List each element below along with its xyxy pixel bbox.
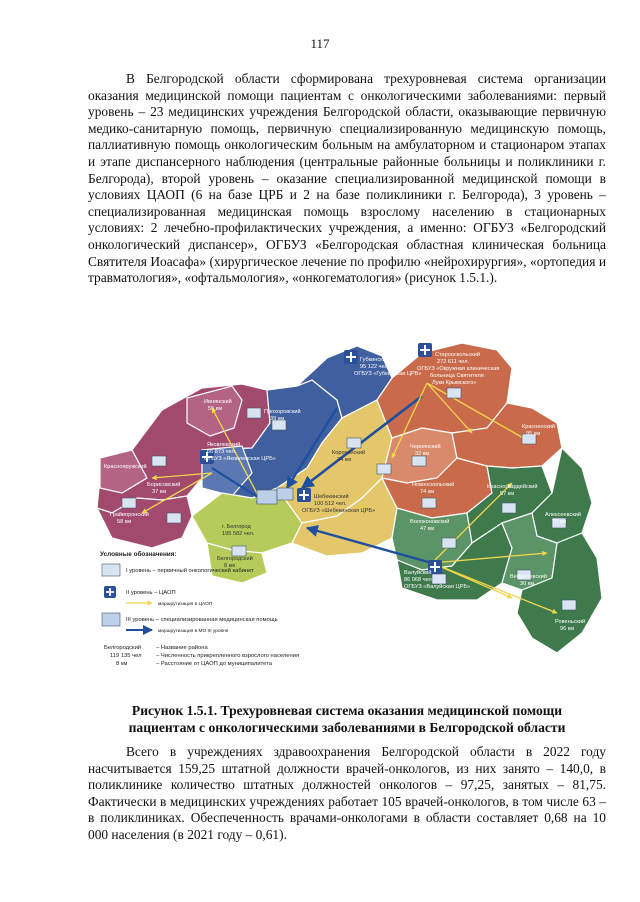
label-stary-oskol: Старооскольский <box>435 352 480 358</box>
page-number: 117 <box>310 36 330 51</box>
dist-belgorodsky: 8 км <box>224 563 235 569</box>
label-novy-oskol: Новооскольский <box>412 482 455 488</box>
dist-krasnoe: 95 км <box>526 431 541 437</box>
legend-title: Условные обозначения: <box>100 551 177 558</box>
label-yakovlev: Яковлевский <box>207 442 241 448</box>
hosp-stary-oskol-3: Луки Крымского» <box>432 380 477 386</box>
pop-yakovlev: 66 873 чел. <box>207 449 237 455</box>
legend-level2: II уровень – ЦАОП <box>126 590 176 596</box>
dist-prokhorovka: 39 км <box>270 416 285 422</box>
legend-level1-icon <box>102 564 120 576</box>
dist-korocha: 34 км <box>337 457 352 463</box>
legend-desc-name: – Название района <box>156 645 208 651</box>
label-gubkin: Губкинский <box>360 357 389 363</box>
caption-line2: пациентам с онкологическими заболеваниями в Белгородской области <box>128 720 566 735</box>
dist-veydelevka: 30 км <box>520 581 535 587</box>
label-alekseyevka: Алексеевский <box>545 512 582 518</box>
dist-chernyanka: 32 км <box>415 451 430 457</box>
label-chernyanka: Чернянский <box>410 444 441 450</box>
caop-stary-oskol-icon <box>418 343 432 357</box>
label-korocha: Корочанский <box>332 450 366 456</box>
legend-level3-route: маршрутизация в МО III уровня <box>158 629 229 634</box>
pop-belgorod: 195 582 чел. <box>222 531 255 537</box>
legend-desc-dist: – Расстояние от ЦАОП до муниципалитета <box>156 661 273 667</box>
legend-level2-route: маршрутизация в ЦАОП <box>158 602 213 607</box>
label-veydelevka: Вейделевский <box>510 574 547 580</box>
dist-alekseyevka: 75 км <box>552 519 567 525</box>
legend-sample-pop: 119 135 чел <box>110 653 142 659</box>
caption-line1: Рисунок 1.5.1. Трехуровневая система оказания медицинской помощи <box>131 703 563 718</box>
intro-paragraph: В Белгородской области сформирована трехуровневая система организации оказания медицинской помощи пациентам с онкологическими заболеваниями: первый уровень – 23 медицинских учреждения Белгородской области, оказывающие первичную медико-санитарную помощь, первичную специализированную медицинскую помощь, паллиативную помощь онкологическим больным на амбулаторном и стационаром этапах и этапе диспансерного наблюдения (центральные районные больницы и поликлиники г. Белгорода), второй уровень – оказание специализированной медицинской помощи в условиях ЦАОП (6 на базе ЦРБ и 2 на базе поликлиники г. Белгорода), 3 уровень – специализированная медицинская помощь взрослому населению в стационарных условиях: 2 лечебно-профилактических учреждения, а именно: ОГБУЗ «Белгородский онкологический диспансер», ОГБУЗ «Белгородская областная клиническая больница Святителя Иоасафа» (хирургическое лечение по профилю «нейрохирургия», «ортопедия и травматология», «офтальмология», «онкогематология» (рисунок 1.5.1.). <box>88 71 606 286</box>
legend-sample-dist: 8 км <box>116 661 128 667</box>
label-prokhorovka: Прохоровский <box>264 409 301 415</box>
dist-novy-oskol: 74 км <box>420 489 435 495</box>
cr-shebekino: ОГБУЗ «Шебекинская ЦРБ» <box>302 508 376 514</box>
map-svg <box>92 338 612 688</box>
label-belgorodsky: Белгородский <box>217 556 253 562</box>
dist-ivnya: 55 км <box>208 406 223 412</box>
caop-shebekino-icon <box>297 488 311 502</box>
label-rovenki: Ровеньский <box>555 619 586 625</box>
pop-valuyki: 86 068 чел. <box>404 577 434 583</box>
hosp-stary-oskol-2: больница Святителя <box>430 373 484 379</box>
label-krasnoe: Красненский <box>522 424 556 430</box>
pop-shebekino: 100 512 чел. <box>314 501 347 507</box>
map-legend <box>100 550 299 667</box>
label-krasnoyaruzh: Краснояружский <box>104 464 147 470</box>
staffing-paragraph: Всего в учреждениях здравоохранения Белгородской области в 2022 году насчитывается 159,25 штатной должности врачей-онкологов, из них занято – 140,0, в поликлинике количество штатных должностей онкологов – 97,25, занятых – 81,75. Фактически в медицинских учреждениях работает 105 врачей-онкологов, в том числе 63 – в поликлиниках. Обеспеченность врачами-онкологами в области составляет 0,68 на 10 000 населения (в 2021 году – 0,61). <box>88 744 606 842</box>
dist-grayvoron: 58 км <box>117 519 132 525</box>
pop-stary-oskol: 272 611 чел. <box>437 359 470 365</box>
legend-level3: III уровень – специализированная медицинская помощь <box>126 617 278 623</box>
caop-gubkin-icon <box>344 350 358 364</box>
pop-gubkin: 95 122 чел. <box>360 364 390 370</box>
label-krasnogvard: Красногвардейский <box>487 484 538 490</box>
legend-sample-name: Белгородский <box>104 645 142 651</box>
figure-caption <box>88 702 606 736</box>
cr-yakovlev: ОГБУЗ «Яковлевская ЦРБ» <box>204 456 276 462</box>
label-shebekino: Шебекинский <box>314 494 349 500</box>
dist-rovenki: 96 км <box>560 626 575 632</box>
dist-borisovka: 37 км <box>152 489 167 495</box>
label-volokonovka: Волоконовский <box>410 519 450 525</box>
legend-level1: I уровень – первичный онкологический кабинет <box>126 568 254 574</box>
legend-desc-pop: – Численность прикрепленного взрослого населения <box>156 653 300 659</box>
cr-gubkin: ОГБУЗ «Губкинская ЦРБ» <box>354 371 422 377</box>
label-ivnya: Ивнянский <box>204 399 232 405</box>
legend-level2-icon <box>104 586 116 598</box>
legend-level3-icon <box>102 613 120 626</box>
label-grayvoron: Грайворонский <box>110 512 149 518</box>
dist-krasnogvard: 57 км <box>500 491 515 497</box>
oncology-care-map <box>92 338 612 688</box>
label-belgorod-city: г. Белгород <box>222 524 251 530</box>
cr-valuyki: ОГБУЗ «Валуйская ЦРБ» <box>404 584 471 590</box>
dist-volokonovka: 47 км <box>420 526 435 532</box>
label-borisovka: Борисовский <box>147 482 181 488</box>
hosp-stary-oskol-1: ОГБУЗ «Окружная клиническая <box>417 366 500 372</box>
label-valuyki: Валуйский <box>404 570 432 576</box>
